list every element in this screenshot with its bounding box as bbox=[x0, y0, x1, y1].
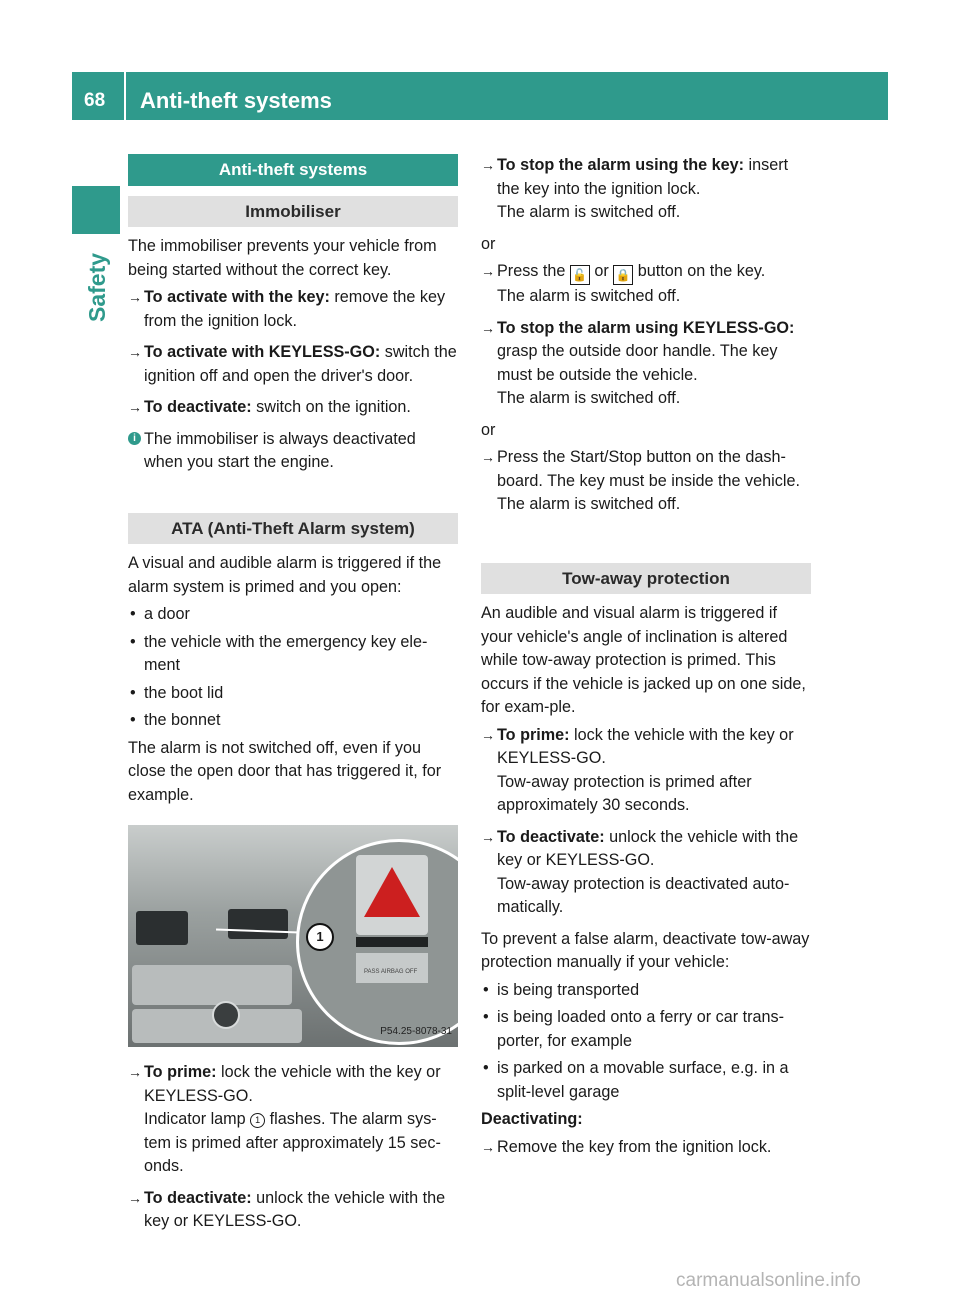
airbag-label: PASS AIRBAG OFF bbox=[364, 969, 418, 975]
stop-keyless-step: → To stop the alarm using KEYLESS-GO: grasp the outside door handle. The key must be outside the vehicle. The alarm is switched off. bbox=[481, 317, 811, 411]
air-vent bbox=[136, 911, 188, 945]
figure-code: P54.25-8078-31 bbox=[380, 1025, 452, 1037]
towaway-intro: An audible and visual alarm is triggered if your vehicle's angle of inclination is altered while tow-away protection is primed. This occurs if the vehicle is jacked up on one side, for exam-ple. bbox=[481, 604, 806, 716]
dashboard-figure bbox=[128, 825, 458, 1047]
list-item: • the bonnet bbox=[128, 709, 458, 733]
ata-prime-step: → To prime: lock the vehicle with the key or KEYLESS-GO. Indicator lamp 1 flashes. The alarm sys-tem is primed after approximately 15 sec-onds. bbox=[128, 1061, 458, 1179]
immobiliser-heading: Immobiliser bbox=[128, 196, 458, 228]
header-title: Anti-theft systems bbox=[140, 88, 332, 113]
towaway-deactivate-step: → To deactivate: unlock the vehicle with the key or KEYLESS-GO. Tow-away protection is deactivated auto-matically. bbox=[481, 826, 811, 920]
ata-heading: ATA (Anti-Theft Alarm system) bbox=[128, 513, 458, 545]
stop-key-step: → To stop the alarm using the key: insert the key into the ignition lock. The alarm is switched off. bbox=[481, 154, 811, 225]
immobiliser-step: → To deactivate: switch on the ignition. bbox=[128, 396, 458, 420]
info-icon: i bbox=[128, 432, 141, 445]
immobiliser-intro: The immobiliser prevents your vehicle from being started without the correct key. bbox=[128, 237, 437, 279]
deactivating-label: Deactivating: bbox=[481, 1110, 583, 1128]
right-column bbox=[481, 154, 811, 1167]
side-tab-marker bbox=[72, 186, 120, 234]
lock-icon: 🔒 bbox=[613, 265, 633, 285]
press-button-step: → Press the 🔓 or 🔒 button on the key. The alarm is switched off. bbox=[481, 260, 811, 309]
list-item: • is being transported bbox=[481, 979, 811, 1003]
hazard-triangle-icon bbox=[364, 867, 420, 917]
indicator-lamp bbox=[356, 937, 428, 947]
list-item: • the boot lid bbox=[128, 682, 458, 706]
or-text: or bbox=[481, 234, 496, 253]
list-item: • is being loaded onto a ferry or car trans-porter, for example bbox=[481, 1006, 811, 1053]
air-vent bbox=[228, 909, 288, 939]
immobiliser-step: → To activate with the key: remove the key from the ignition lock. bbox=[128, 286, 458, 333]
false-alarm-text: To prevent a false alarm, deactivate tow-away protection manually if your vehicle: bbox=[481, 929, 810, 971]
left-column bbox=[128, 154, 458, 1242]
side-tab-label: Safety bbox=[84, 252, 110, 322]
callout-ref: 1 bbox=[250, 1113, 265, 1128]
immobiliser-note: i The immobiliser is always deactivated when you start the engine. bbox=[128, 428, 458, 475]
ata-after: The alarm is not switched off, even if you close the open door that has triggered it, for example. bbox=[128, 738, 442, 804]
callout-1: 1 bbox=[306, 923, 334, 951]
press-start-step: → Press the Start/Stop button on the dash-board. The key must be inside the vehicle. The alarm is switched off. bbox=[481, 446, 811, 517]
towaway-heading: Tow-away protection bbox=[481, 563, 811, 595]
remove-key-step: → Remove the key from the ignition lock. bbox=[481, 1136, 811, 1160]
towaway-prime-step: → To prime: lock the vehicle with the key or KEYLESS-GO. Tow-away protection is primed after approximately 30 seconds. bbox=[481, 724, 811, 818]
control-knob bbox=[212, 1001, 240, 1029]
list-item: • a door bbox=[128, 603, 458, 627]
header-divider bbox=[124, 72, 126, 120]
list-item: • the vehicle with the emergency key ele-ment bbox=[128, 631, 458, 678]
ata-intro: A visual and audible alarm is triggered if the alarm system is primed and you open: bbox=[128, 554, 442, 596]
button-panel bbox=[132, 965, 292, 1005]
ata-deactivate-step: → To deactivate: unlock the vehicle with the key or KEYLESS-GO. bbox=[128, 1187, 458, 1234]
list-item: • is parked on a movable surface, e.g. in a split-level garage bbox=[481, 1057, 811, 1104]
unlock-icon: 🔓 bbox=[570, 265, 590, 285]
section-title: Anti-theft systems bbox=[128, 154, 458, 186]
immobiliser-step: → To activate with KEYLESS-GO: switch the ignition off and open the driver's door. bbox=[128, 341, 458, 388]
or-text: or bbox=[481, 420, 496, 439]
watermark: carmanualsonline.info bbox=[676, 1270, 861, 1291]
page-number: 68 bbox=[84, 90, 106, 111]
